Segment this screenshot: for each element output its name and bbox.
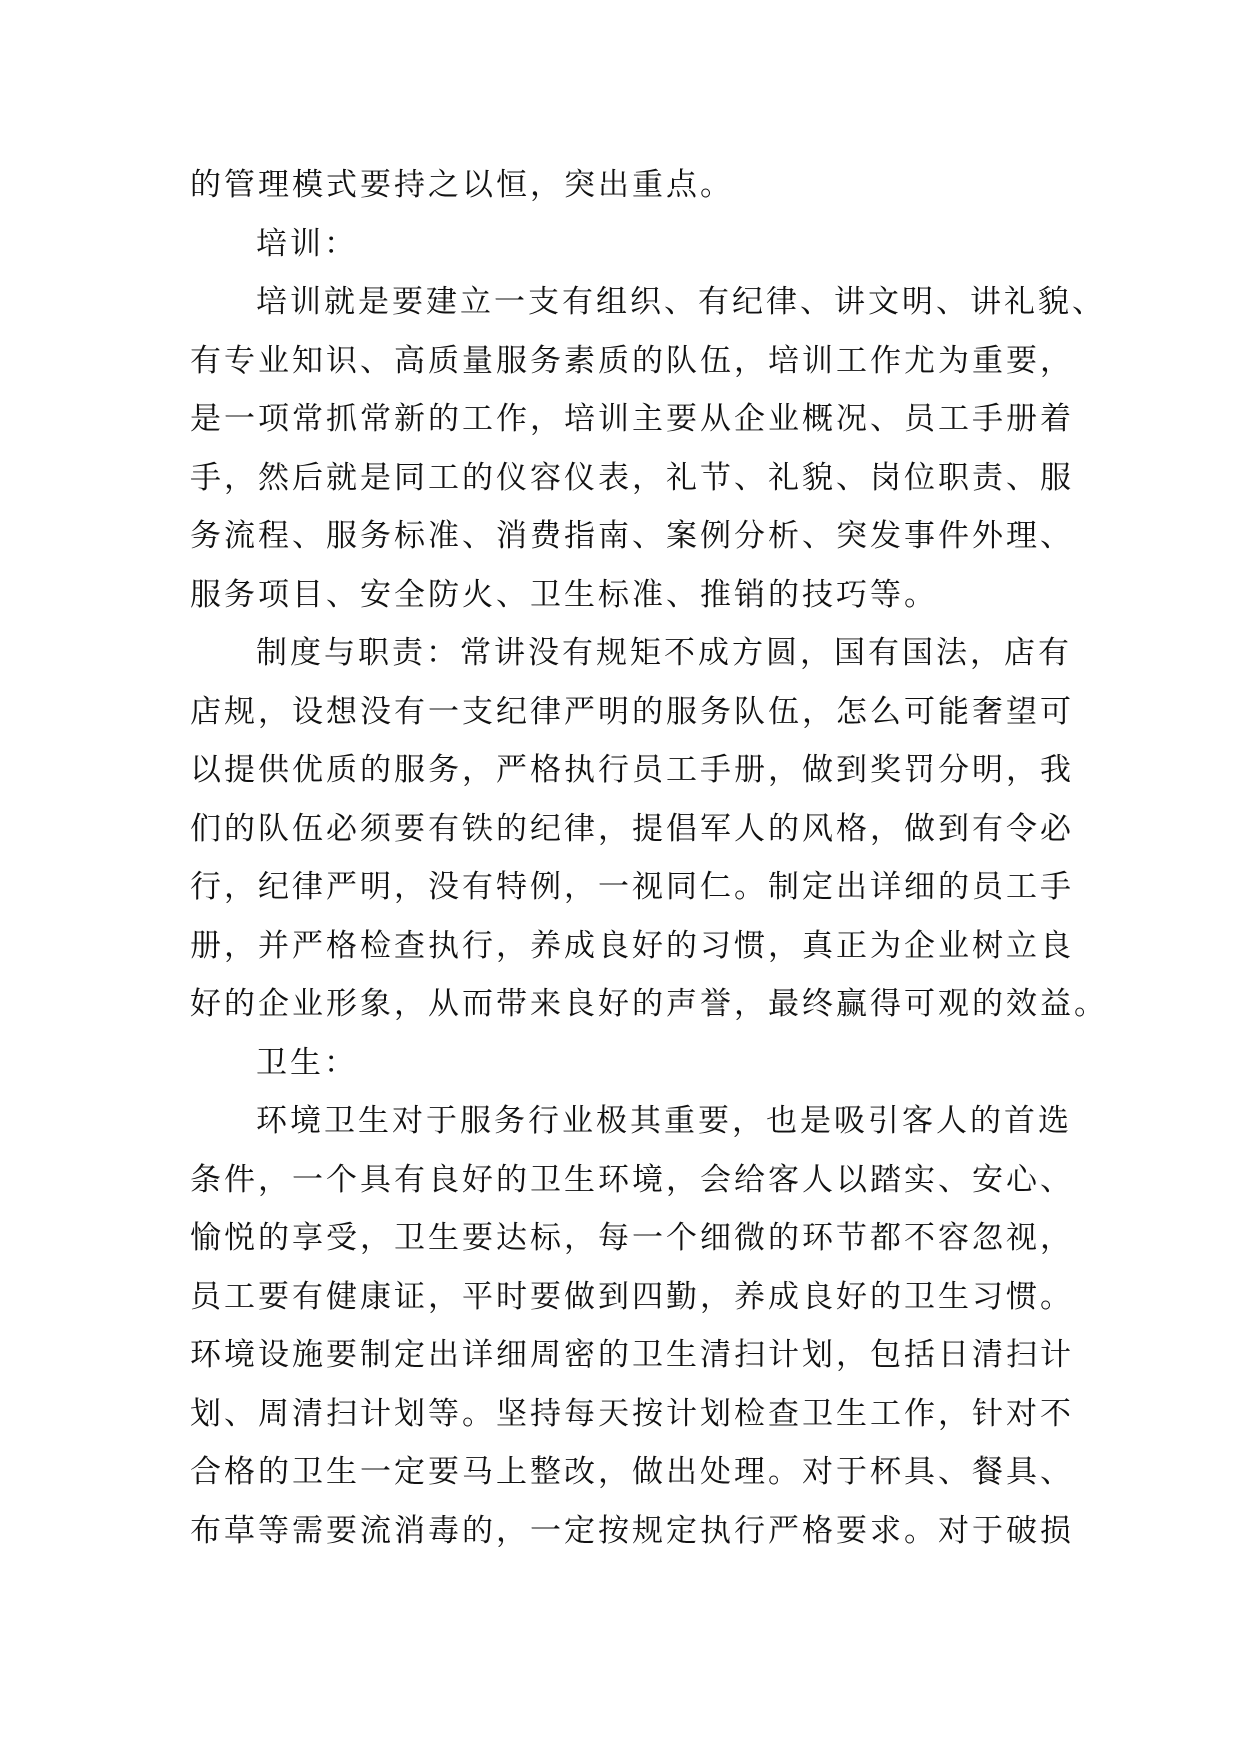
text-line: 条件，一个具有良好的卫生环境，会给客人以踏实、安心、 <box>190 1161 1074 1198</box>
text-line: 环境卫生对于服务行业极其重要，也是吸引客人的首选 <box>256 1103 1072 1139</box>
text-line: 店规，设想没有一支纪律严明的服务队伍，怎么可能奢望可 <box>190 693 1074 730</box>
text-line: 布草等需要流消毒的，一定按规定执行严格要求。对于破损 <box>190 1512 1074 1549</box>
section-heading-hygiene: 卫生： <box>256 1044 358 1081</box>
text-line: 是一项常抓常新的工作，培训主要从企业概况、员工手册着 <box>190 401 1074 437</box>
text-line: 好的企业形象，从而带来良好的声誉，最终赢得可观的效益。 <box>190 986 1108 1022</box>
text-line: 制度与职责：常讲没有规矩不成方圆，国有国法，店有 <box>256 635 1072 671</box>
section-heading-training: 培训： <box>256 225 358 262</box>
text-line: 册，并严格检查执行，养成良好的习惯，真正为企业树立良 <box>190 927 1074 964</box>
text-line: 培训就是要建立一支有组织、有纪律、讲文明、讲礼貌、 <box>256 284 1106 320</box>
text-line: 的管理模式要持之以恒，突出重点。 <box>190 167 734 203</box>
document-body <box>190 156 1108 1560</box>
text-line: 环境设施要制定出详细周密的卫生清扫计划，包括日清扫计 <box>190 1337 1074 1373</box>
text-line: 愉悦的享受，卫生要达标，每一个细微的环节都不容忽视， <box>190 1220 1074 1256</box>
text-line: 服务项目、安全防火、卫生标准、推销的技巧等。 <box>190 576 938 613</box>
text-line: 划、周清扫计划等。坚持每天按计划检查卫生工作，针对不 <box>190 1395 1074 1432</box>
text-line: 有专业知识、高质量服务素质的队伍，培训工作尤为重要， <box>190 342 1074 379</box>
text-line: 合格的卫生一定要马上整改，做出处理。对于杯具、餐具、 <box>190 1454 1074 1490</box>
text-line: 们的队伍必须要有铁的纪律，提倡军人的风格，做到有令必 <box>190 810 1074 847</box>
text-line: 员工要有健康证，平时要做到四勤，养成良好的卫生习惯。 <box>190 1278 1074 1315</box>
text-line: 手，然后就是同工的仪容仪表，礼节、礼貌、岗位职责、服 <box>190 459 1074 496</box>
text-line: 以提供优质的服务，严格执行员工手册，做到奖罚分明，我 <box>190 752 1074 788</box>
text-line: 行，纪律严明，没有特例，一视同仁。制定出详细的员工手 <box>190 869 1074 905</box>
text-line: 务流程、服务标准、消费指南、案例分析、突发事件外理、 <box>190 518 1074 554</box>
